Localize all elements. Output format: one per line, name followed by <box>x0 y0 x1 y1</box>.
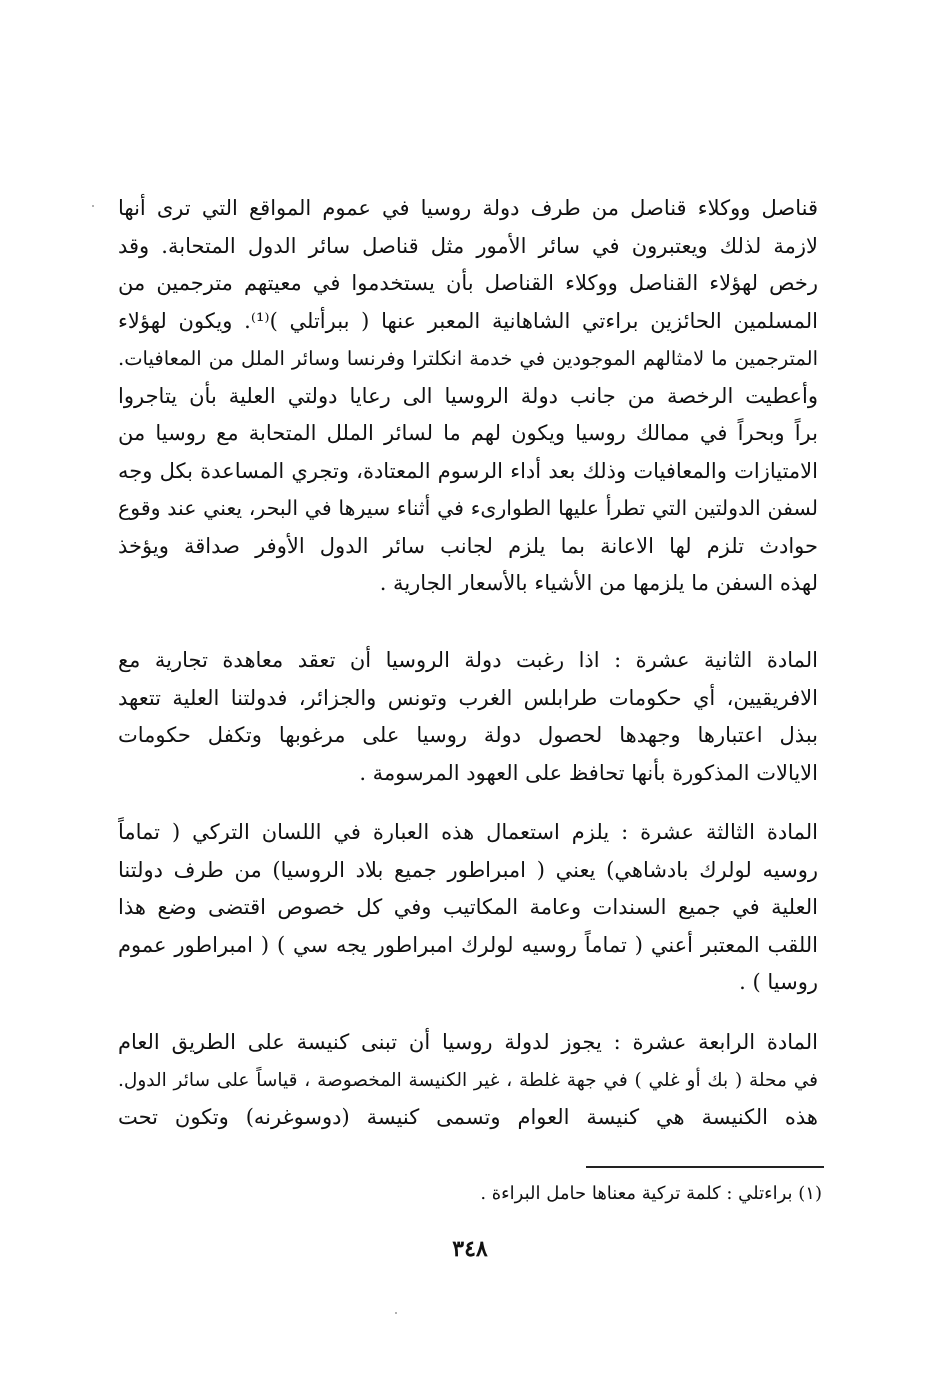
footnote: (١) براءتلي : كلمة تركية معناها حامل البراءة . <box>480 1183 822 1204</box>
paper-speck <box>395 1312 397 1314</box>
paper-speck <box>92 205 94 207</box>
text-line: العلية في جميع السندات وعامة المكاتيب وفي كل خصوص اقتضى وضع هذا <box>118 895 818 919</box>
text-line: روسيا ) . <box>739 970 818 994</box>
text-line: الافريقيين، أي حكومات طرابلس الغرب وتونس والجزائر، فدولتنا العلية تتعهد <box>118 685 818 710</box>
text-line: براً وبحراً في ممالك روسيا ويكون لهم ما لسائر الملل المتحابة مع روسيا من <box>118 421 818 445</box>
text-line: في محلة ( بك أو غلي ) في جهة غلطة ، غير الكنيسة المخصوصة ، قياساً على سائر الدول. <box>118 1069 818 1091</box>
text-line: لهذه السفن ما يلزمها من الأشياء بالأسعار الجارية . <box>379 571 818 595</box>
text-line: المادة الرابعة عشرة : يجوز لدولة روسيا أن تبنى كنيسة على الطريق العام <box>118 1030 818 1054</box>
text-line: ببذل اعتبارها وجهدها لحصول دولة روسيا على مرغوبها وتكفل حكومات <box>118 723 818 747</box>
text-line: روسيه لولرك بادشاهي) يعني ( امبراطور جميع بلاد الروسيا) من طرف دولتنا <box>118 857 818 882</box>
text-line: اللقب المعتبر أعني ( تماماً روسيه لولرك امبراطور يجه سي ) ( امبراطور عموم <box>118 932 818 957</box>
text-line: المترجمين ما لامثالهم الموجودين في خدمة انكلترا وفرنسا وسائر الملل من المعافيات. <box>118 347 818 370</box>
text-line: لسفن الدولتين التي تطرأ عليها الطوارىء في أثناء سيرها في البحر، يعني عند وقوع <box>118 496 818 520</box>
text-line: الايالات المذكورة بأنها تحافظ على العهود المرسومة . <box>359 760 818 785</box>
page-number: ٣٤٨ <box>452 1236 488 1262</box>
footnote-divider <box>586 1166 824 1168</box>
text-line: المادة الثالثة عشرة : يلزم استعمال هذه العبارة في اللسان التركي ( تماماً <box>118 820 818 844</box>
paragraph-article-twelve <box>118 642 818 792</box>
text-line: هذه الكنيسة هي كنيسة العوام وتسمى كنيسة (دوسوغرنه) وتكون تحت <box>118 1105 818 1129</box>
paragraph-article-thirteen <box>118 814 818 1002</box>
text-line: الامتيازات والمعافيات وذلك بعد أداء الرسوم المعتادة، وتجري المساعدة بكل وجه <box>118 458 818 483</box>
text-line: وأعطيت الرخصة من جانب دولة الروسيا الى رعايا دولتي العلية بأن يتاجروا <box>118 383 818 408</box>
text-line: المادة الثانية عشرة : اذا رغبت دولة الروسيا أن تعقد معاهدة تجارية مع <box>118 648 818 672</box>
text-line: لازمة لذلك ويعتبرون في سائر الأمور مثل قناصل سائر الدول المتحابة. وقد <box>118 233 818 258</box>
text-line: رخص لهؤلاء القناصل ووكلاء القناصل بأن يستخدموا في معيتهم مترجمين من <box>118 271 818 295</box>
paragraph-article-fourteen <box>118 1024 818 1137</box>
text-line: المسلمين الحائزين براءتي الشاهانية المعبر عنها ( ببرأتلي )⁽¹⁾. ويكون لهؤلاء <box>118 308 818 333</box>
text-line: قناصل ووكلاء قناصل من طرف دولة روسيا في عموم المواقع التي ترى أنها <box>118 196 818 220</box>
paragraph-consuls-and-trade <box>118 190 818 603</box>
text-line: حوادث تلزم لها الاعانة بما يلزم لجانب سائر الدول الأوفر صداقة ويؤخذ <box>118 533 818 558</box>
